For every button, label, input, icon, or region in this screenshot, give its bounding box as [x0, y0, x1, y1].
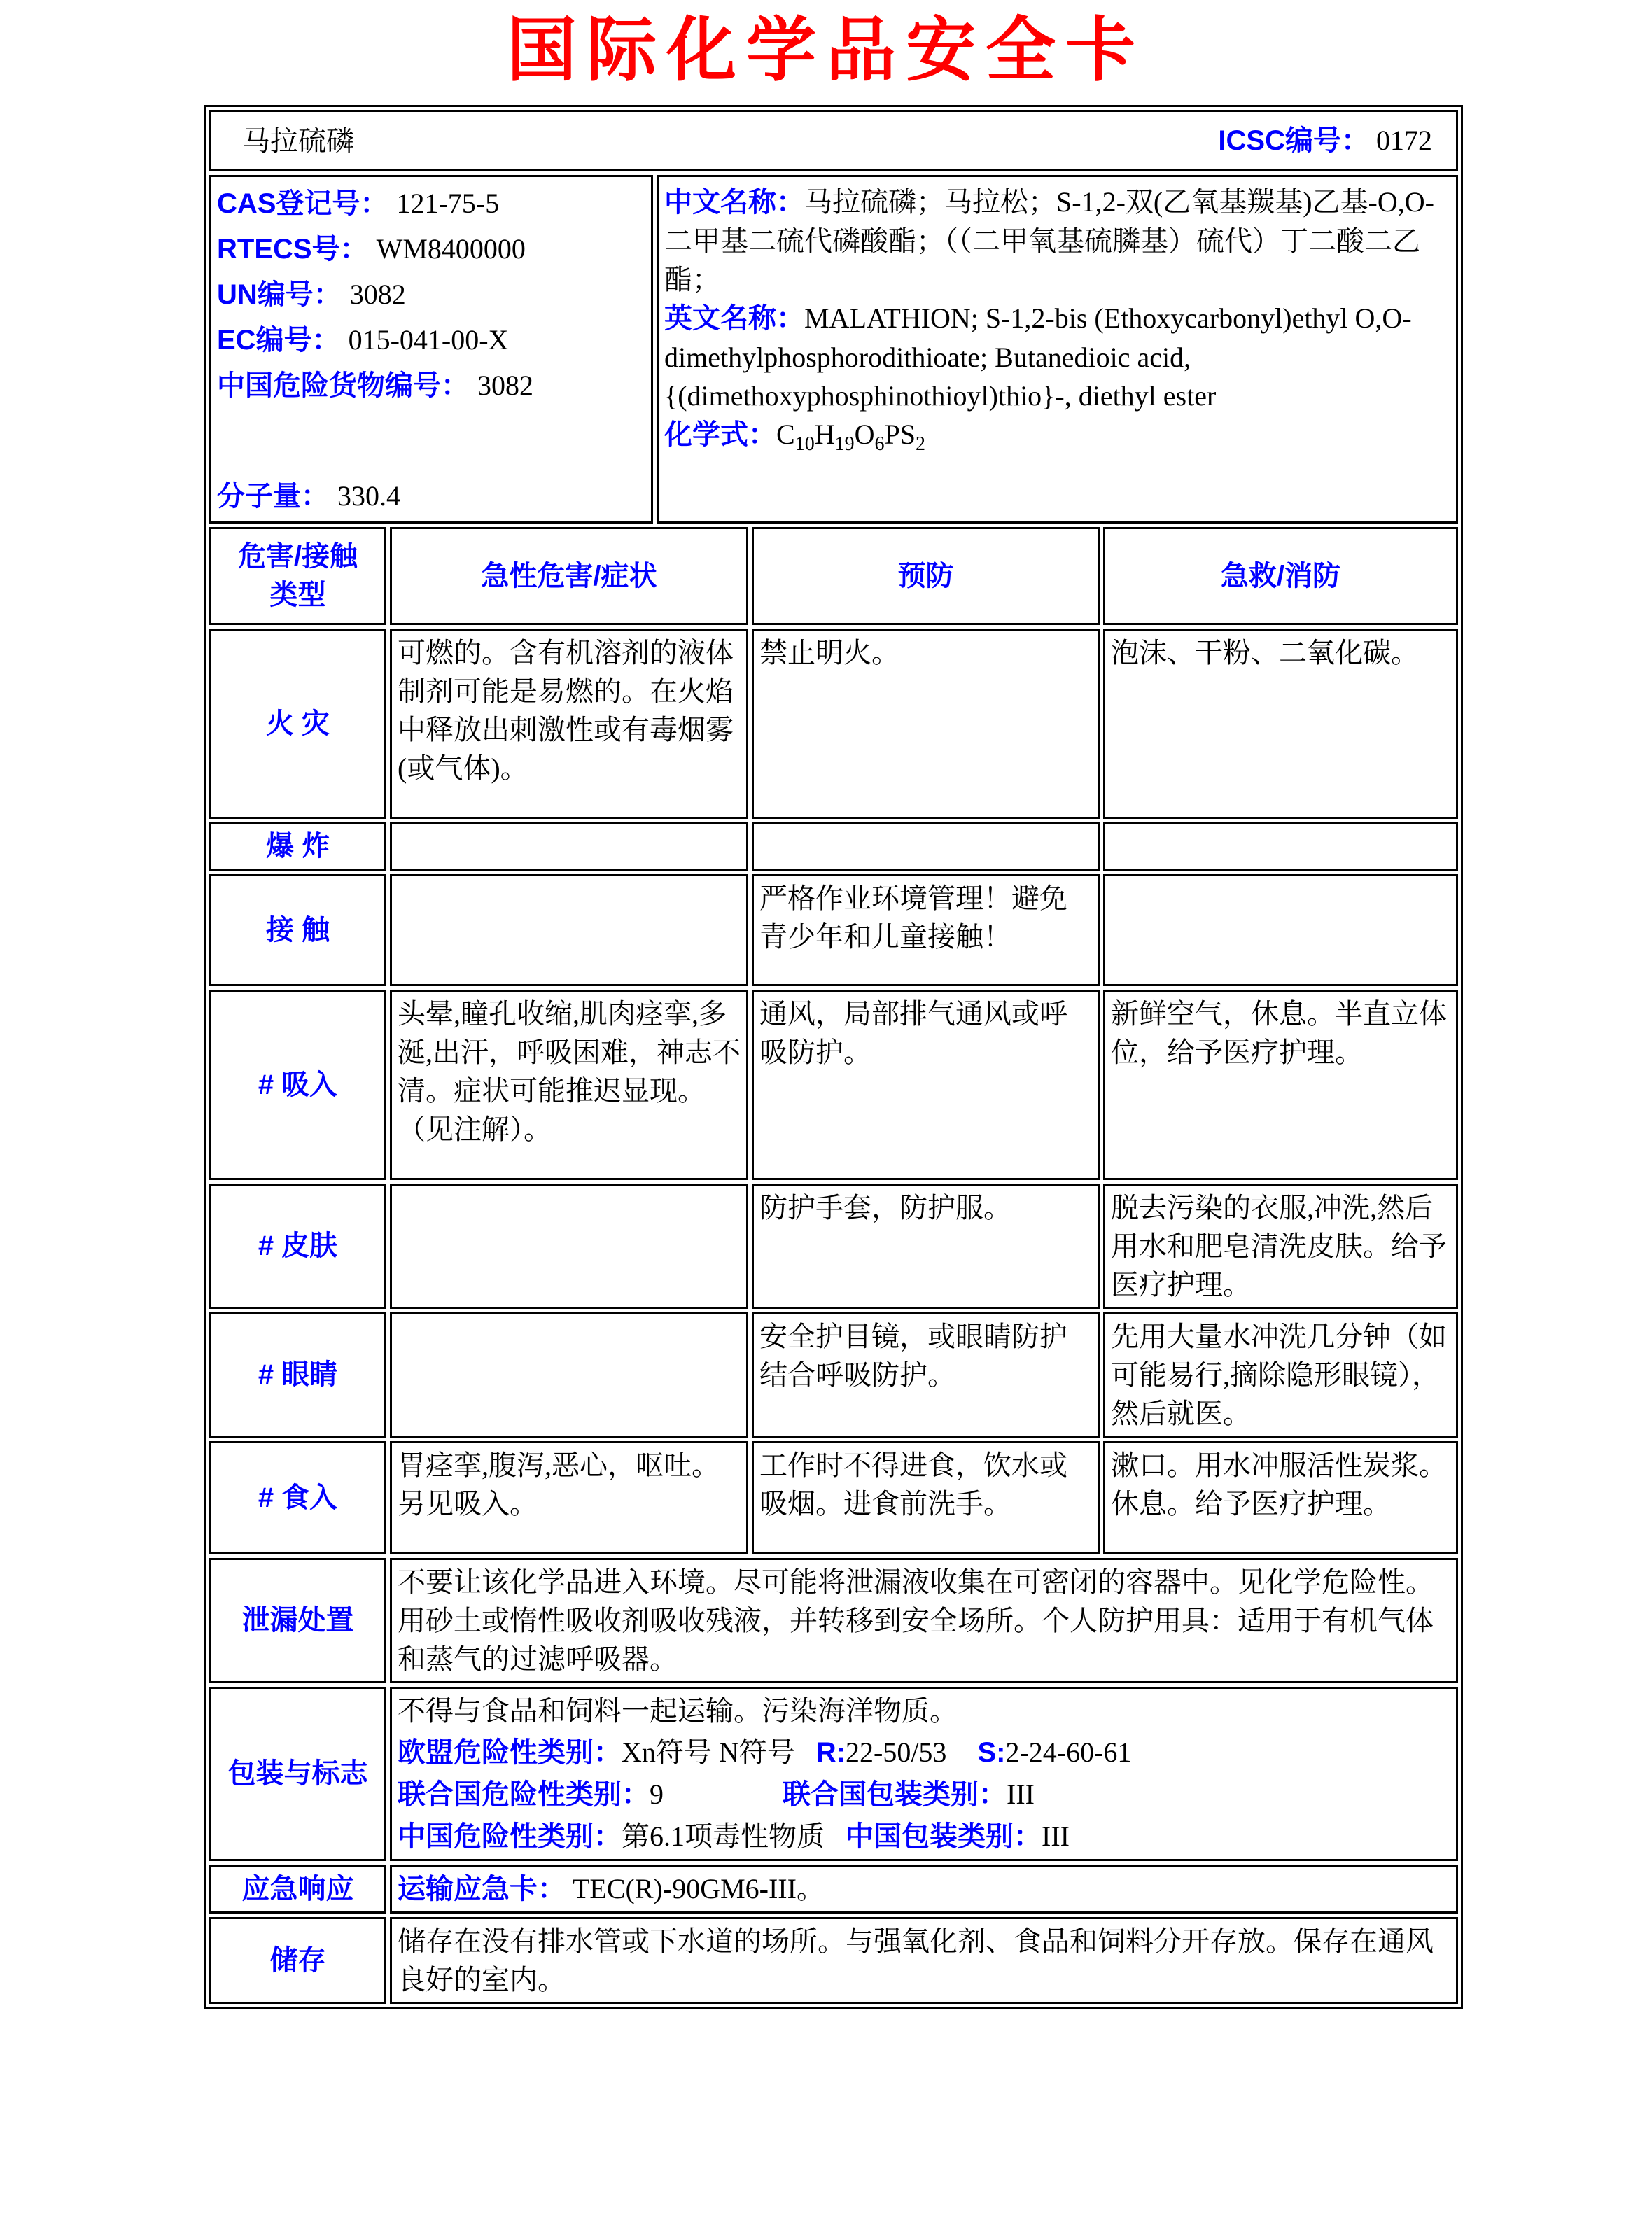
storage-category: 储存	[209, 1917, 386, 2004]
inhalation-category: # 吸入	[209, 990, 386, 1180]
page-title: 国际化学品安全卡	[507, 12, 1145, 90]
identification-ids-cell	[209, 175, 653, 524]
molecular-weight: 分子量： 330.4	[217, 480, 400, 512]
explosion-symptoms	[390, 822, 748, 871]
skin-symptoms	[390, 1184, 748, 1309]
packaging-un-classification: 联合国危险性类别：9 联合国包装类别：III	[398, 1778, 1035, 1810]
name-row	[209, 110, 1458, 171]
china-dangerous-goods-number: 中国危险货物编号： 3082	[217, 370, 533, 401]
packaging-eu-classification: 欧盟危险性类别：Xn符号 N符号 R:22-50/53 S:2-24-60-61	[398, 1736, 1132, 1768]
spillage-category: 泄漏处置	[209, 1558, 386, 1683]
fire-prevention: 禁止明火。	[752, 629, 1100, 819]
header-hazard-exposure-type: 危害/接触 类型	[209, 527, 386, 625]
skin-first-aid: 脱去污染的衣服,冲洗,然后用水和肥皂清洗皮肤。给予医疗护理。	[1103, 1184, 1458, 1309]
exposure-category: 接 触	[209, 874, 386, 986]
transport-emergency-card-value: TEC(R)-90GM6-III。	[573, 1873, 825, 1904]
row-ingestion	[209, 1441, 1458, 1554]
row-packaging	[209, 1687, 1458, 1861]
icsc-card-table	[204, 105, 1463, 2009]
english-name: 英文名称：MALATHION; S-1,2-bis (Ethoxycarbonyl)ethyl O,O-dimethylphosphorodithioate; Butanedioic acid, {(dimethoxyphosphinothioyl)thio}-, diethyl ester	[664, 302, 1412, 412]
storage-text: 储存在没有排水管或下水道的场所。与强氧化剂、食品和饲料分开存放。保存在通风良好的室内。	[390, 1917, 1458, 2004]
emergency-category: 应急响应	[209, 1865, 386, 1914]
ingestion-category: # 食入	[209, 1441, 386, 1554]
eyes-prevention: 安全护目镜，或眼睛防护结合呼吸防护。	[752, 1312, 1100, 1438]
hazard-table-header-row	[209, 527, 1458, 625]
explosion-prevention	[752, 822, 1100, 871]
eyes-category: # 眼睛	[209, 1312, 386, 1438]
identification-names-cell	[657, 175, 1458, 524]
icsc-number	[1218, 121, 1432, 160]
icsc-number-label: ICSC编号：	[1218, 125, 1369, 156]
exposure-prevention: 严格作业环境管理！避免青少年和儿童接触！	[752, 874, 1100, 986]
row-emergency-response	[209, 1865, 1458, 1914]
chinese-name: 中文名称：马拉硫磷；马拉松；S-1,2-双(乙氧基羰基)乙基-O,O-二甲基二硫代磷酸酯；（（二甲氧基硫膦基）硫代）丁二酸二乙酯；	[664, 186, 1434, 295]
rtecs-number: RTECS号： WM8400000	[217, 233, 526, 265]
inhalation-prevention: 通风，局部排气通风或呼吸防护。	[752, 990, 1100, 1180]
chemical-formula: $C_{10}H_{19}O_6PS_2$	[776, 419, 925, 455]
row-skin	[209, 1184, 1458, 1309]
packaging-content	[390, 1687, 1458, 1861]
exposure-symptoms	[390, 874, 748, 986]
un-number: UN编号： 3082	[217, 279, 406, 310]
row-spillage	[209, 1558, 1458, 1683]
header-acute-hazards-symptoms: 急性危害/症状	[390, 527, 748, 625]
row-fire	[209, 629, 1458, 819]
ingestion-prevention: 工作时不得进食，饮水或吸烟。进食前洗手。	[752, 1441, 1100, 1554]
explosion-first-aid	[1103, 822, 1458, 871]
eyes-symptoms	[390, 1312, 748, 1438]
spillage-text: 不要让该化学品进入环境。尽可能将泄漏液收集在可密闭的容器中。见化学危险性。用砂土或惰性吸收剂吸收残液，并转移到安全场所。个人防护用具：适用于有机气体和蒸气的过滤呼吸器。	[390, 1558, 1458, 1683]
name-cell	[209, 110, 1458, 171]
identification-row	[209, 175, 1458, 524]
row-inhalation	[209, 990, 1458, 1180]
exposure-first-aid	[1103, 874, 1458, 986]
chemical-formula-line: 化学式：$C_{10}H_{19}O_6PS_2$	[664, 419, 925, 455]
emergency-content	[390, 1865, 1458, 1914]
row-explosion	[209, 822, 1458, 871]
packaging-category: 包装与标志	[209, 1687, 386, 1861]
transport-emergency-card-label: 运输应急卡：	[398, 1874, 566, 1904]
skin-prevention: 防护手套，防护服。	[752, 1184, 1100, 1309]
row-eyes	[209, 1312, 1458, 1438]
inhalation-first-aid: 新鲜空气，休息。半直立体位，给予医疗护理。	[1103, 990, 1458, 1180]
row-exposure	[209, 874, 1458, 986]
row-storage	[209, 1917, 1458, 2004]
ingestion-symptoms: 胃痉挛,腹泻,恶心，呕吐。另见吸入。	[390, 1441, 748, 1554]
fire-category: 火 灾	[209, 629, 386, 819]
fire-first-aid: 泡沫、干粉、二氧化碳。	[1103, 629, 1458, 819]
packaging-cn-classification: 中国危险性类别：第6.1项毒性物质 中国包装类别：III	[398, 1820, 1070, 1852]
packaging-transport-note: 不得与食品和饲料一起运输。污染海洋物质。	[398, 1695, 958, 1727]
header-prevention: 预防	[752, 527, 1100, 625]
eyes-first-aid: 先用大量水冲洗几分钟（如可能易行,摘除隐形眼镜），然后就医。	[1103, 1312, 1458, 1438]
substance-name: 马拉硫磷	[242, 125, 354, 157]
icsc-number-value: 0172	[1376, 125, 1432, 156]
header-first-aid-fire-fighting: 急救/消防	[1103, 527, 1458, 625]
inhalation-symptoms: 头晕,瞳孔收缩,肌肉痉挛,多涎,出汗，呼吸困难，神志不清。症状可能推迟显现。（见注解）。	[390, 990, 748, 1180]
cas-number: CAS登记号： 121-75-5	[217, 188, 500, 219]
fire-symptoms: 可燃的。含有机溶剂的液体制剂可能是易燃的。在火焰中释放出刺激性或有毒烟雾(或气体)。	[390, 629, 748, 819]
ingestion-first-aid: 漱口。用水冲服活性炭浆。休息。给予医疗护理。	[1103, 1441, 1458, 1554]
explosion-category: 爆 炸	[209, 822, 386, 871]
ec-number: EC编号： 015-041-00-X	[217, 324, 509, 356]
skin-category: # 皮肤	[209, 1184, 386, 1309]
